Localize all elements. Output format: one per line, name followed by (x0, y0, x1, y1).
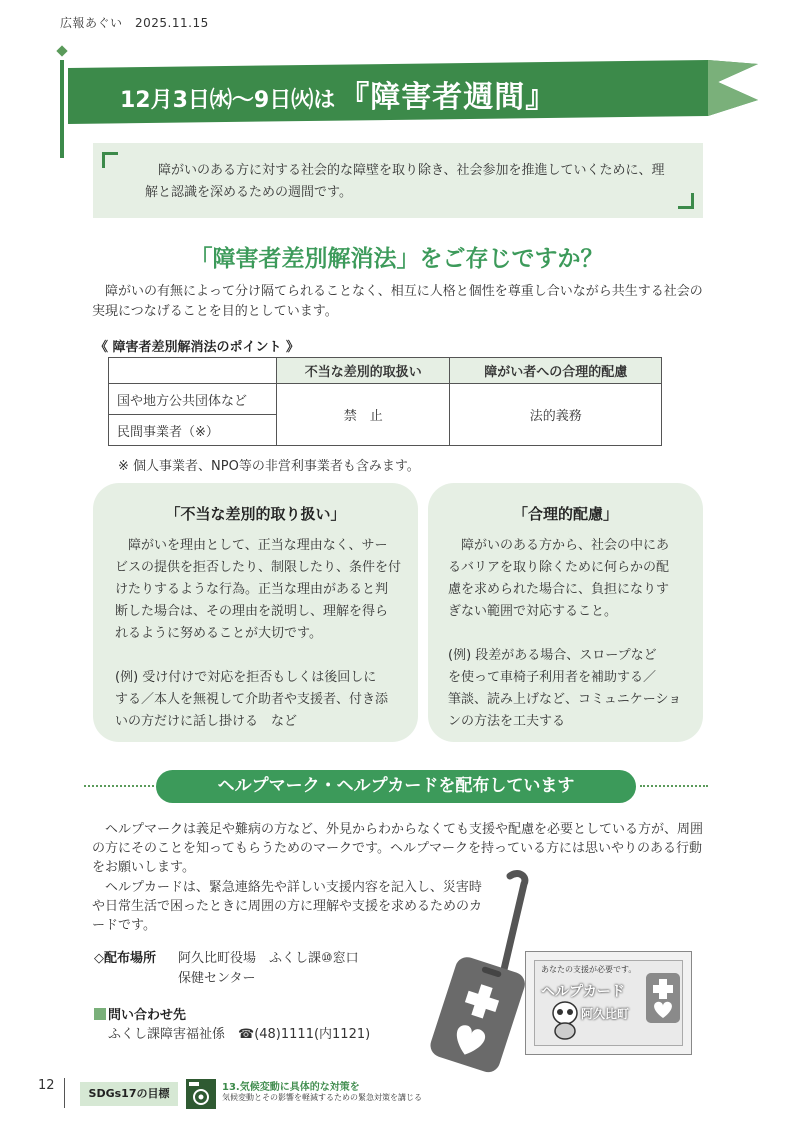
decor-vertical-bar (60, 60, 64, 158)
contact-title-text: 問い合わせ先 (108, 1008, 187, 1023)
law-description: 障がいの有無によって分け隔てられることなく、相互に人格と個性を尊重し合いながら共生する社会の実現につなげることを目的としています。 (92, 284, 703, 319)
contact-info: ふくし課障害福祉係 ☎(48)1111(内1121) (108, 1027, 371, 1042)
sdg-goal-title: 13.気候変動に具体的な対策を (222, 1082, 360, 1093)
table-row-government: 国や地方公共団体など (109, 384, 277, 415)
helpcard-inner (534, 960, 683, 1046)
card-unfair-treatment (93, 483, 418, 742)
helpmark-section-title: ヘルプマーク・ヘルプカードを配布しています (156, 770, 636, 803)
mascot-icon (549, 997, 581, 1041)
page-number: 12 (38, 1078, 55, 1093)
helpmark-text: ヘルプマークは義足や難病の方など、外見からわからなくても支援や配慮を必要としている方が、周囲の方にそのことを知ってもらうためのマークです。ヘルプマークを持っている方には思いやりのある行動をお願いします。 (92, 822, 704, 875)
helpcard-need-text: あなたの支援が必要です。 (541, 965, 637, 974)
points-label: 《 障害者差別解消法のポイント 》 (95, 340, 300, 355)
distribution-place-2: 保健センター (178, 971, 256, 986)
card-line (115, 645, 401, 667)
card-line: るバリアを取り除くために何らかの配 (448, 560, 670, 575)
card-line: 障がいのある方から、社会の中にあ (448, 538, 670, 553)
card-line: れるように努めることが大切です。 (115, 626, 322, 641)
helpmark-description (92, 820, 710, 877)
distribution-info (94, 949, 359, 989)
helpmark-tag-illustration (428, 868, 538, 1073)
card-line: ビスの提供を拒否したり、制限したり、条件を付 (115, 560, 402, 575)
intro-text: 障がいのある方に対する社会的な障壁を取り除き、社会参加を推進していくために、理解と認識を深めるための週間です。 (145, 163, 665, 200)
distribution-place-1: 阿久比町役場 ふくし課⑩窓口 (178, 951, 359, 966)
points-table (108, 357, 662, 446)
corner-bracket-bottom-right (678, 193, 694, 209)
card-title-unfair: 「不当な差別的取り扱い」 (165, 505, 346, 523)
card-line: 筆談、読み上げなど、コミュニケーショ (448, 692, 682, 707)
helpcard-text: ヘルプカードは、緊急連絡先や詳しい支援内容を記入し、災害時や日常生活で困ったときに周囲の方に理解や支援を求めるためのカードです。 (92, 880, 483, 933)
banner-title (120, 72, 556, 116)
table-row-private: 民間事業者（※） (109, 415, 277, 446)
help-mark-logo-icon (646, 973, 680, 1023)
table-header-unfair: 不当な差別的取扱い (277, 358, 450, 384)
table-header-blank (109, 358, 277, 384)
card-line: いの方だけに話し掛ける など (115, 714, 298, 729)
helpcard-town: 阿久比町 (581, 1007, 630, 1021)
card-line (448, 623, 681, 645)
card-reasonable-accommodation (428, 483, 703, 742)
card-line: ぎない範囲で対応すること。 (448, 604, 618, 619)
table-header-reasonable: 障がい者への合理的配慮 (450, 358, 662, 384)
footer-divider (64, 1078, 65, 1108)
card-line: する／本人を無視して介助者や支援者、付き添 (115, 692, 389, 707)
contact-title (94, 1004, 186, 1023)
table-cell-prohibited: 禁 止 (277, 384, 450, 446)
law-title: 「障害者差別解消法」をご存じですか？ (189, 246, 604, 272)
card-line: けたりするような行為。正当な理由があると判 (115, 582, 389, 597)
card-line: (例) 段差がある場合、スロープなど (448, 648, 657, 663)
square-bullet-icon (94, 1008, 106, 1020)
card-line: 障がいを理由として、正当な理由なく、サー (115, 538, 388, 553)
sdg-goal-13-icon (186, 1079, 216, 1109)
publication-header: 広報あぐい 2025.11.15 (60, 16, 209, 30)
table-note: ※ 個人事業者、NPO等の非営利事業者も含みます。 (118, 459, 420, 474)
banner-week-title: 『障害者週間』 (339, 80, 557, 115)
sdg-goal-subtitle: 気候変動とその影響を軽減するための緊急対策を講じる (222, 1093, 422, 1102)
card-line: 慮を求められた場合に、負担になりす (448, 582, 670, 597)
sdgs-label: SDGs17の目標 (80, 1082, 178, 1106)
dotted-divider-right (640, 785, 708, 787)
card-line: ンの方法を工夫する (448, 714, 566, 729)
card-line: 断した場合は、その理由を説明し、理解を得ら (115, 604, 389, 619)
dotted-divider-left (84, 785, 154, 787)
card-line: を使って車椅子利用者を補助する／ (448, 670, 657, 685)
helpcard-description (92, 878, 482, 935)
banner-date: 12月3日㈬～9日㈫は (120, 88, 336, 113)
corner-bracket-top-left (102, 152, 118, 168)
card-body-unfair (115, 535, 401, 733)
card-title-reasonable: 「合理的配慮」 (512, 505, 618, 523)
card-line: (例) 受け付けで対応を拒否もしくは後回しに (115, 670, 377, 685)
distribution-label: ◇配布場所 (94, 951, 156, 966)
helpcard-title: ヘルプカード (541, 984, 625, 1000)
helpcard-image (525, 951, 692, 1055)
decor-diamond (56, 45, 67, 56)
card-body-reasonable (448, 535, 681, 733)
table-cell-obligation: 法的義務 (450, 384, 662, 446)
